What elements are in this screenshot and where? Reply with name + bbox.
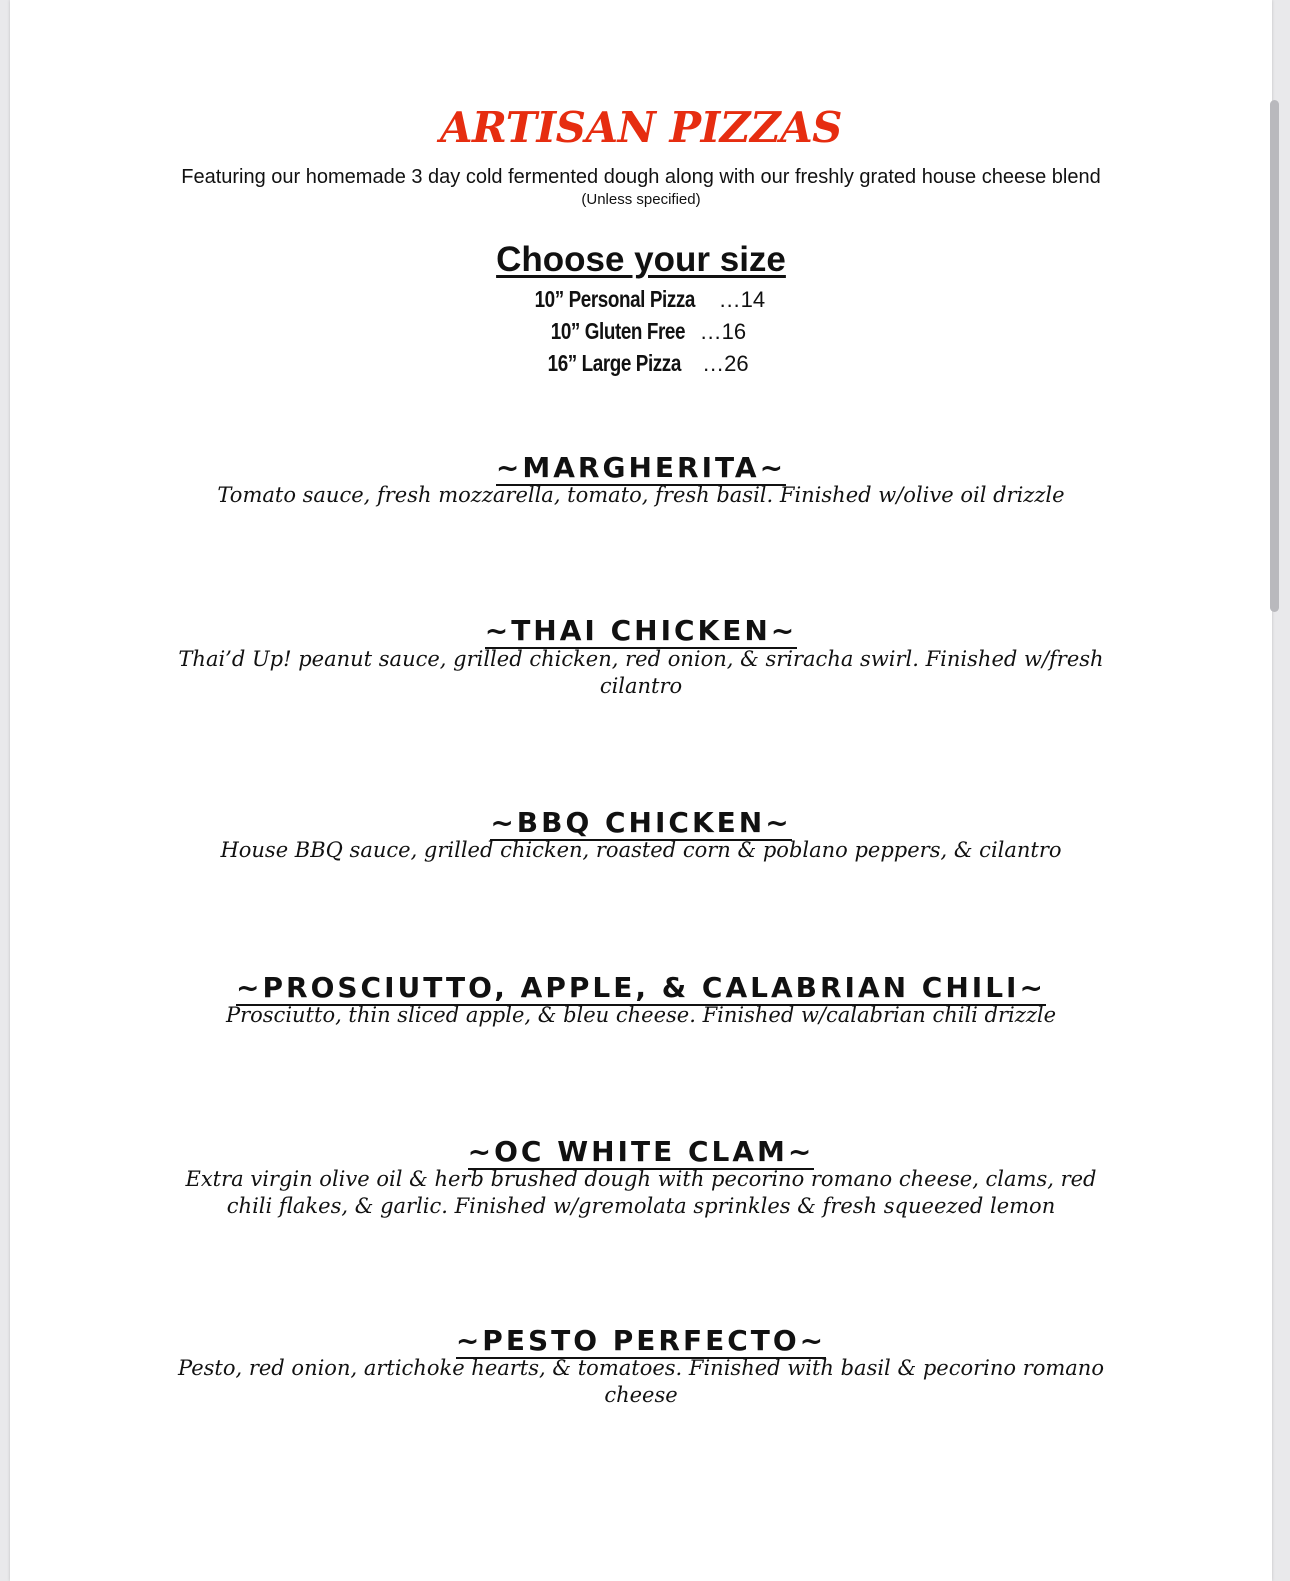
pizza-name-margherita	[10, 451, 1272, 485]
pizza-name-text: ~MARGHERITA~	[495, 451, 787, 484]
size-item	[10, 347, 1272, 379]
pizza-description-oc-white-clam: Extra virgin olive oil & herb brushed dough with pecorino romano cheese, clams, red chili flakes, & garlic. Finished w/gremolata sprinkles & fresh squeezed lemon	[185, 1167, 1097, 1218]
menu-title: ARTISAN PIZZAS	[439, 103, 843, 152]
size-name: 16” Large Pizza	[548, 350, 682, 376]
pizza-name-text: ~PROSCIUTTO, APPLE, & CALABRIAN CHILI~	[236, 971, 1046, 1004]
size-item	[10, 283, 1272, 315]
pizza-name-text: ~BBQ CHICKEN~	[490, 806, 792, 839]
pizza-description-pesto-perfecto: Pesto, red onion, artichoke hearts, & tomatoes. Finished with basil & pecorino romano cheese	[178, 1356, 1104, 1407]
size-item	[10, 315, 1272, 347]
pizza-name-text: ~PESTO PERFECTO~	[455, 1324, 827, 1357]
pizza-name-thai-chicken	[10, 614, 1272, 648]
menu-subtitle: Featuring our homemade 3 day cold fermented dough along with our freshly grated house cheese blend	[181, 166, 1101, 188]
size-price: …16	[699, 319, 747, 344]
size-price: …14	[712, 287, 766, 312]
pizza-name-text: ~OC WHITE CLAM~	[467, 1135, 815, 1168]
vertical-scrollbar[interactable]	[1270, 100, 1279, 612]
pizza-name-bbq-chicken	[10, 806, 1272, 840]
pizza-name-prosciutto	[10, 971, 1272, 1005]
size-heading-text: Choose your size	[496, 240, 786, 279]
size-name: 10” Gluten Free	[550, 318, 685, 344]
pizza-name-text: ~THAI CHICKEN~	[484, 614, 798, 647]
menu-note: (Unless specified)	[581, 191, 701, 208]
pizza-description-prosciutto: Prosciutto, thin sliced apple, & bleu cheese. Finished w/calabrian chili drizzle	[225, 1003, 1057, 1027]
size-name: 10” Personal Pizza	[534, 286, 695, 312]
size-list	[10, 283, 1272, 379]
pizza-name-oc-white-clam	[10, 1135, 1272, 1169]
pizza-description-margherita: Tomato sauce, fresh mozzarella, tomato, fresh basil. Finished w/olive oil drizzle	[217, 483, 1065, 507]
pizza-description-thai-chicken: Thai’d Up! peanut sauce, grilled chicken, red onion, & sriracha swirl. Finished w/fresh cilantro	[178, 647, 1104, 698]
size-price: …26	[695, 351, 749, 376]
pizza-description-bbq-chicken: House BBQ sauce, grilled chicken, roasted corn & poblano peppers, & cilantro	[220, 838, 1062, 862]
size-heading	[10, 238, 1272, 282]
menu-page	[10, 0, 1272, 1581]
pizza-name-pesto-perfecto	[10, 1324, 1272, 1358]
